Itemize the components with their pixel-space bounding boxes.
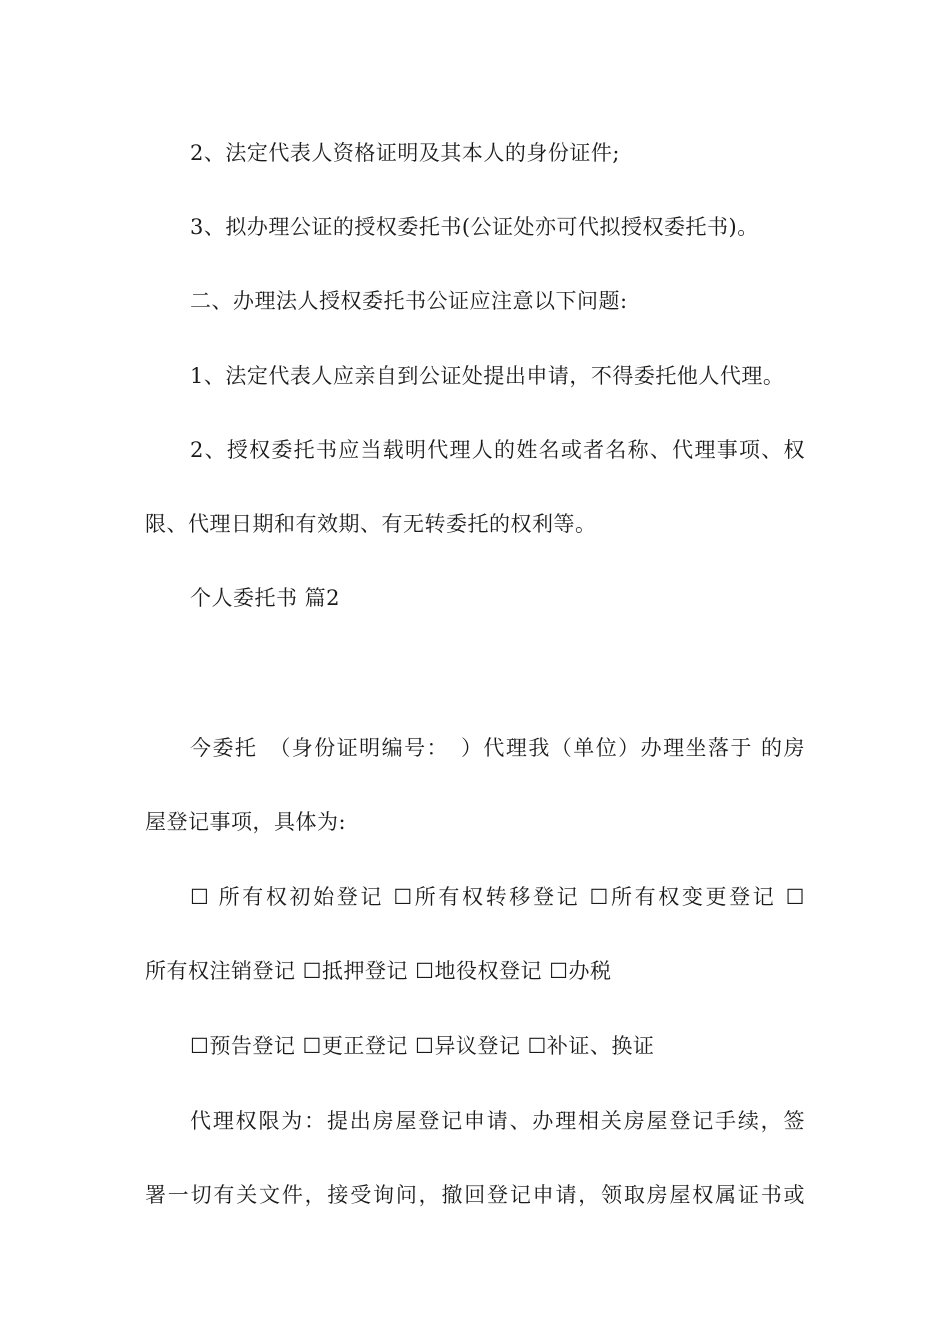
paragraph-line-14: 署一切有关文件，接受询问，撤回登记申请，领取房屋权属证书或 bbox=[145, 1183, 805, 1207]
paragraph-line-4: 1、法定代表人应亲自到公证处提出申请，不得委托他人代理。 bbox=[190, 364, 785, 388]
checkbox-options-line-1: ☐ 所有权初始登记 ☐所有权转移登记 ☐所有权变更登记 ☐ bbox=[190, 885, 805, 909]
checkbox-options-line-3: ☐预告登记 ☐更正登记 ☐异议登记 ☐补证、换证 bbox=[190, 1034, 655, 1058]
document-title: 个人委托书 篇2 bbox=[190, 586, 341, 610]
paragraph-line-6: 限、代理日期和有效期、有无转委托的权利等。 bbox=[145, 512, 597, 536]
checkbox-options-line-2: 所有权注销登记 ☐抵押登记 ☐地役权登记 ☐办税 bbox=[145, 959, 612, 983]
paragraph-line-2: 3、拟办理公证的授权委托书(公证处亦可代拟授权委托书)。 bbox=[190, 215, 759, 239]
paragraph-line-9: 屋登记事项，具体为: bbox=[145, 810, 347, 834]
section-heading: 二、办理法人授权委托书公证应注意以下问题: bbox=[190, 289, 628, 313]
paragraph-line-13: 代理权限为：提出房屋登记申请、办理相关房屋登记手续，签 bbox=[190, 1109, 805, 1133]
paragraph-line-1: 2、法定代表人资格证明及其本人的身份证件; bbox=[190, 141, 620, 165]
paragraph-line-5: 2、授权委托书应当载明代理人的姓名或者名称、代理事项、权 bbox=[190, 438, 805, 462]
paragraph-line-8: 今委托 （身份证明编号： ）代理我（单位）办理坐落于 的房 bbox=[190, 736, 805, 760]
